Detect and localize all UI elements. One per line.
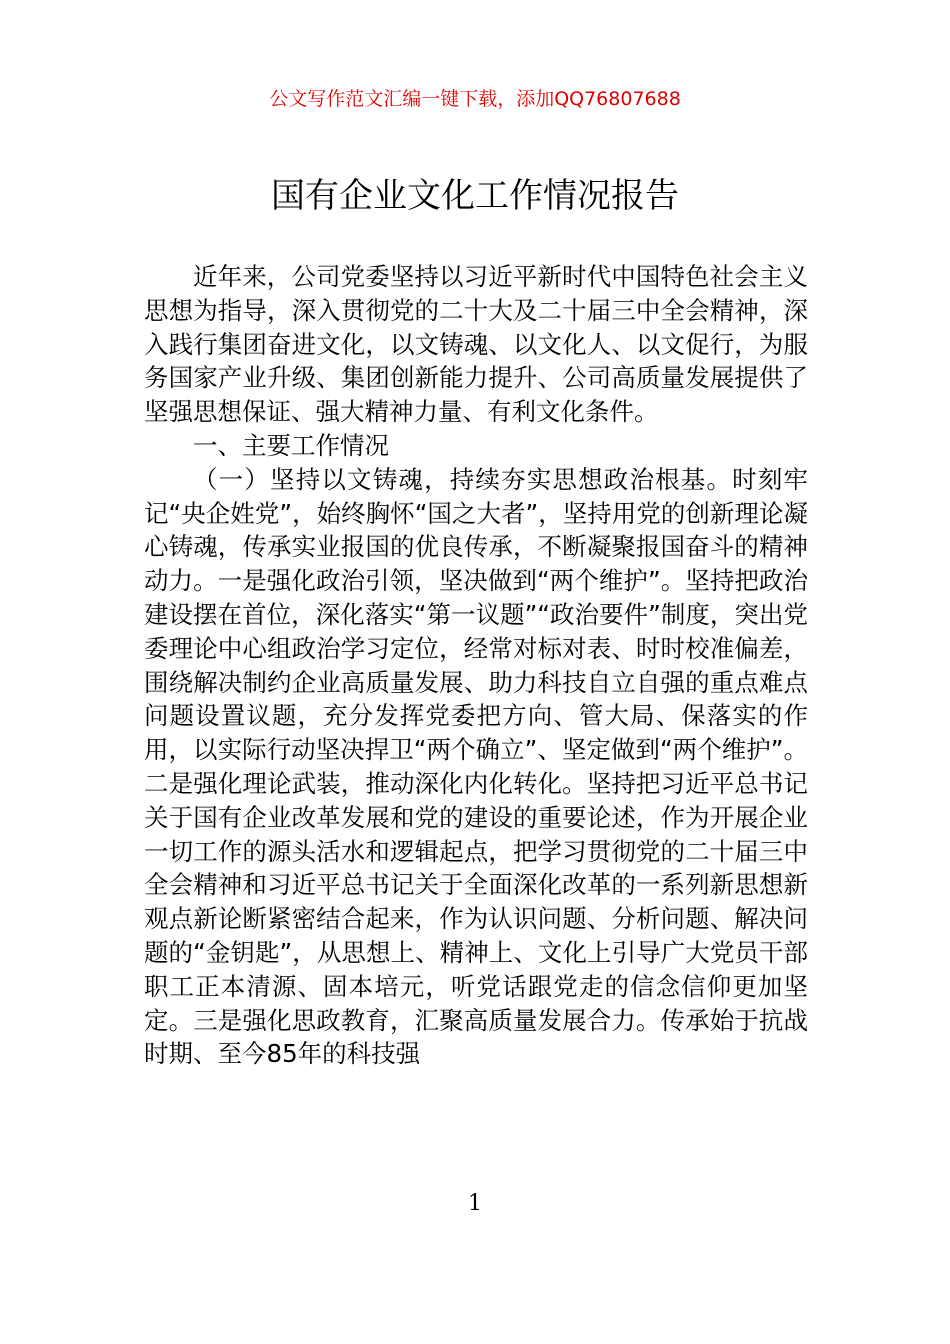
- document-body: [144, 260, 808, 1071]
- page-number: 1: [468, 1191, 482, 1216]
- document-title: 国有企业文化工作情况报告: [271, 176, 679, 216]
- section-heading: 一、主要工作情况: [193, 430, 389, 460]
- paragraph-section-1: （一）坚持以文铸魂，持续夯实思想政治根基。时刻牢记“央企姓党”，始终胸怀“国之大者”，坚持用党的创新理论凝心铸魂，传承实业报国的优良传承，不断凝聚报国奋斗的精神动力。一是强化政治引领，坚决做到“两个维护”。坚持把政治建设摆在首位，深化落实“第一议题”“政治要件”制度，突出党委理论中心组政治学习定位，经常对标对表、时时校准偏差，围绕解决制约企业高质量发展、助力科技自立自强的重点难点问题设置议题，充分发挥党委把方向、管大局、保落实的作用，以实际行动坚决捍卫“两个确立”、坚定做到“两个维护”。二是强化理论武装，推动深化内化转化。坚持把习近平总书记关于国有企业改革发展和党的建设的重要论述，作为开展企业一切工作的源头活水和逻辑起点，把学习贯彻党的二十届三中全会精神和习近平总书记关于全面深化改革的一系列新思想新观点新论断紧密结合起来，作为认识问题、分析问题、解决问题的“金钥匙”，从思想上、精神上、文化上引导广大党员干部职工正本清源、固本培元，听党话跟党走的信念信仰更加坚定。三是强化思政教育，汇聚高质量发展合力。传承始于抗战时期、至今85年的科技强: [144, 464, 808, 1069]
- watermark-text: 公文写作范文汇编一键下载，添加QQ76807688: [269, 88, 681, 110]
- paragraph-intro: 近年来，公司党委坚持以习近平新时代中国特色社会主义思想为指导，深入贯彻党的二十大及二十届三中全会精神，深入践行集团奋进文化，以文铸魂、以文化人、以文促行，为服务国家产业升级、集团创新能力提升、公司高质量发展提供了坚强思想保证、强大精神力量、有利文化条件。: [144, 262, 808, 427]
